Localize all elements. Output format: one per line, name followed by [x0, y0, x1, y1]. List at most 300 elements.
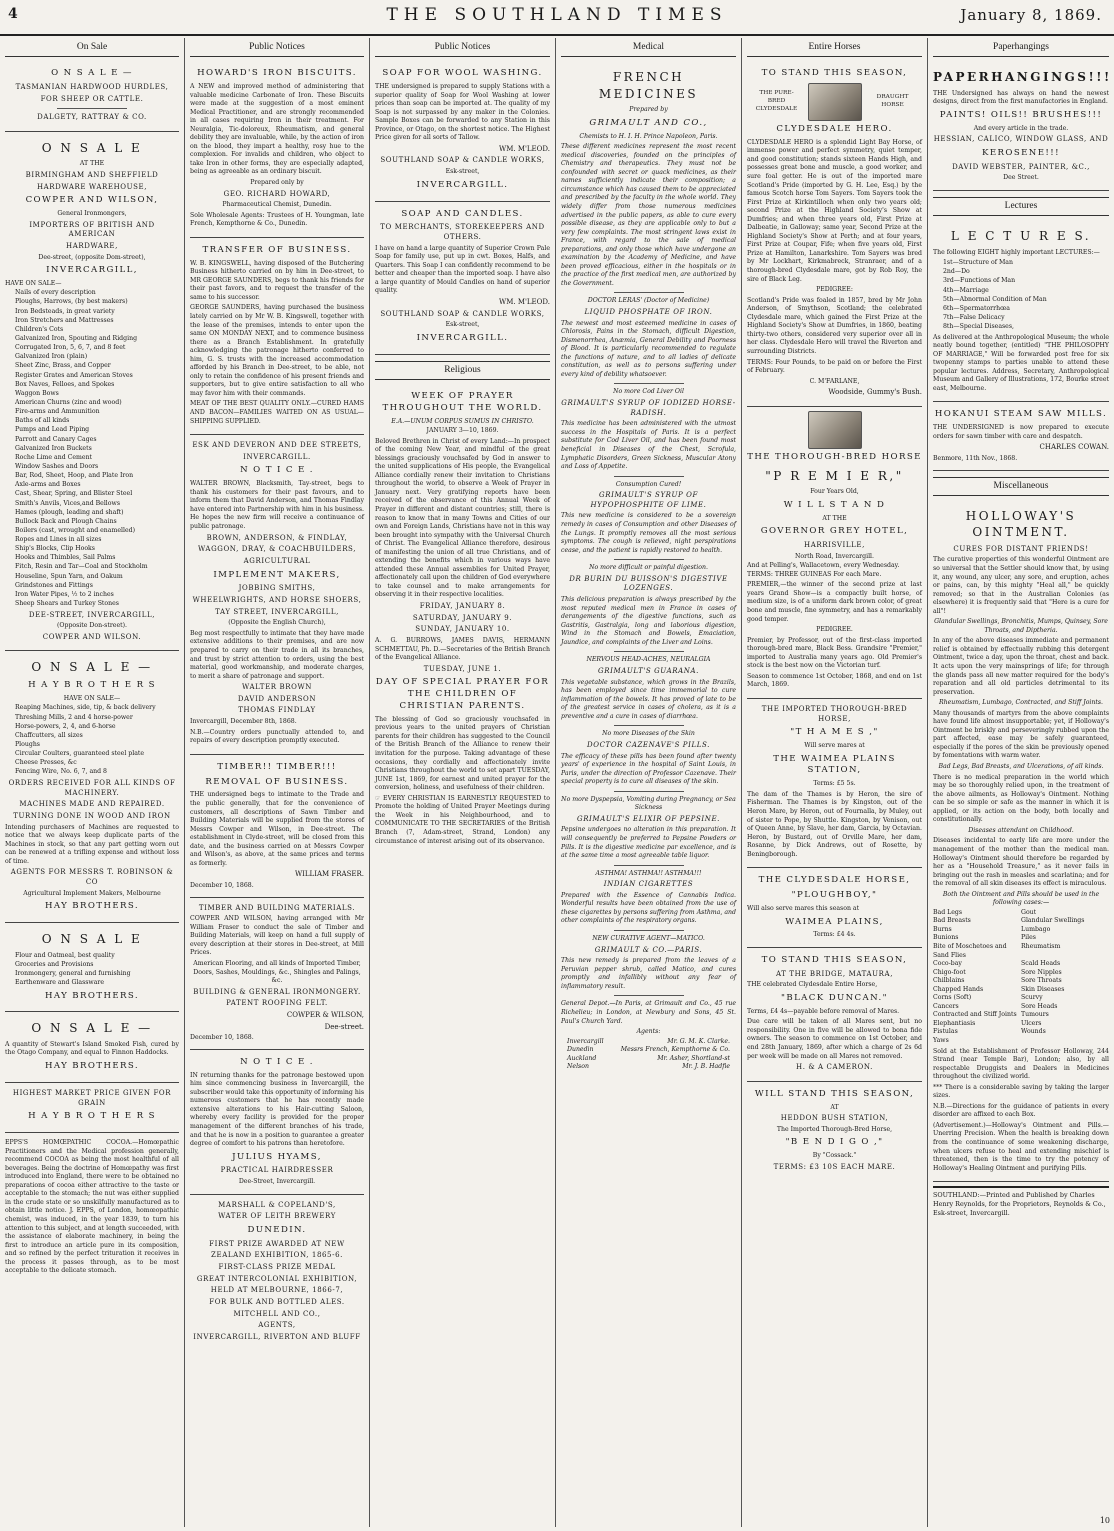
ad-line: KEROSENE!!!: [982, 147, 1060, 158]
horse-banner: [747, 83, 922, 121]
ad-line: FOR BULK AND BOTTLED ALES.: [209, 1298, 345, 1307]
list-item: Parrott and Canary Cages: [15, 435, 97, 443]
medicine-title: Consumption Cured!: [615, 480, 682, 488]
ad-body: The blessing of God so graciously vouchsafed in previous years to the united prayers of Christian parents for their children has suggested to the Council of the British Branch of the Alliance to renew their invitation for the purpose. Taking advantage of these occasions, they cordially and affectionately invite Christians throughout the world to set apart TUESDAY, JUNE 1st, 1869, for earnest and united prayer for the conversion, holiness, and usefulness of their children.: [375, 715, 550, 792]
ad-line: TURNING DONE IN WOOD AND IRON: [13, 811, 171, 820]
masthead: [0, 0, 1114, 36]
ad-line: Prepared by: [629, 106, 668, 114]
list-item: Waggon Bows: [15, 389, 59, 397]
ad-body: WALTER BROWN, Blacksmith, Tay-street, begs to thank his customers for their past favours, and to inform them that David Anderson, and Thomas Findlay have entered into Partnership with him in his business. He hopes the new firm will receive a continuance of public patronage.: [190, 480, 364, 530]
list-item: Ulcers: [1021, 1019, 1042, 1027]
ad-signature: JULIUS HYAMS,: [232, 1151, 322, 1162]
ad-body: The curative properties of this wonderful Ointment are so universal that the Settler should know that, by using it, any wound, any ulcer, any sore, and eruption, aches or pains, can, by this mighty "Heal all," be quickly removed; so that in the Australian Colonies (as elsewhere) it is frequently said that "Here is a cure for all"!: [933, 556, 1109, 615]
list-item: Fencing Wire, No. 6, 7, and 8: [15, 768, 107, 776]
medicine-body: Pepsine undergoes no alteration in this preparation. It will consequently be preferred to Pepsine Powders or Pills. It is the digestive medicine par excellence, and is at the same time a most agreeable table liquor.: [561, 826, 736, 860]
ad-body: THE UNDERSIGNED is now prepared to execute orders for sawn timber with care and despatch.: [933, 424, 1109, 440]
ailment-list: [933, 909, 1109, 1046]
ad-body: A. G. BURROWS, JAMES DAVIS, HERMANN SCHMETTAU, Ph. D.—Secretaries of the British Branch of the Evangelical Alliance.: [375, 636, 550, 662]
ad-line: Pharmaceutical Chemist, Dunedin.: [222, 201, 332, 209]
ad-line: DUNEDIN.: [247, 1224, 307, 1235]
ad-clydesdale-hero: [747, 61, 922, 407]
ad-line: And every article in the trade.: [973, 124, 1069, 132]
ad-lectures: [933, 220, 1109, 402]
ad-line: ZEALAND EXHIBITION, 1865-6.: [211, 1251, 343, 1260]
medicine-title: No more Diseases of the Skin: [602, 730, 695, 738]
ad-day: FRIDAY, JANUARY 8.: [419, 602, 506, 610]
ad-body: GEORGE SAUNDERS, having purchased the business lately carried on by Mr W. B. Kingswell, together with the lease of the premises, intends to enter upon the same ON MONDAY NEXT, and to commence business there as a Branch Establishment. In gratefully acknowledging the patronage hitherto conferred to him, G. S. trusts with the increased accommodation afforded by his Branch in Dee-street, to be able, not only to retain the confidence of his present friends and supporters, but to give entire satisfaction to all who may favor him with their commands.: [190, 304, 364, 397]
ad-body: CLYDESDALE HERO is a splendid Light Bay Horse, of immense power and perfect symmetry, quiet temper, and good constitution; stands sixteen Hands High, and possesses great bone and muscle, a good worker, and sure foal getter. He is out of the imported mare Scotland's Pride (imported by G. H. Lee, Esq.) by the famous Scotch horse Tom Sayers. Tom Sayers took the First Prize at Kirkintilloch when only two years old; second Prize at the Highland Society's Show at Dumfries; and when three years old, First Prize at Dalbeatie, in Galloway; same year, Second Prize at the Highland Society's Show at Perth; and at four years, First Prize at Coupar, Fife; when five years old, First Prize at Hamilton, Lanarkshire. Tom Sayers was bred by Mr Lockhart, Kirkmabreck, Stranraer, and of a thorough-bred Clydesdale mare, got by Rob Roy, the sire of Black Leg.: [747, 138, 922, 283]
ad-line: MITCHELL AND CO.,: [233, 1309, 321, 1318]
horse-name: "PLOUGHBOY,": [791, 890, 878, 901]
ad-signature: COWPER & WILSON,: [286, 1010, 364, 1019]
ad-signature: H. & A CAMERON.: [796, 1063, 873, 1072]
ad-line: Prepared only by: [250, 178, 304, 186]
ad-line: INVERCARGILL.: [243, 452, 311, 461]
ad-line: Will serve mares at: [804, 742, 865, 750]
ad-line: HARDWARE WAREHOUSE,: [36, 182, 148, 191]
horse-banner: [747, 411, 922, 449]
medicine-title: NEW CURATIVE AGENT—MATICO.: [592, 935, 705, 943]
list-item: Skin Diseases: [1021, 985, 1065, 993]
list-item: Gout: [1021, 908, 1037, 916]
ad-paperhangings: [933, 61, 1112, 191]
list-item: Ship's Blocks, Clip Hooks: [15, 545, 95, 553]
section-header-religious: Religious: [375, 361, 550, 380]
ad-heading: N O T I C E .: [240, 1056, 314, 1067]
ad-line: BUILDING & GENERAL IRONMONGERY.: [193, 987, 361, 996]
list-item: Chigo-foot: [933, 968, 966, 976]
column-public-notices-2: [370, 38, 556, 1527]
list-item: Threshing Mills, 2 and 4 horse-power: [15, 713, 133, 721]
list-item: Nails of every description: [15, 289, 96, 297]
list-item: Circular Coulters, guaranteed steel plate: [15, 750, 145, 758]
ad-body: W. B. KINGSWELL, having disposed of the Butchering Business hitherto carried on by him in Dee-street, to MR GEORGE SAUNDERS, begs to thank his friends for their past favors, and to request the transfer of the same to his successor.: [190, 259, 364, 301]
list-item: Register Grates and American Stoves: [15, 371, 133, 379]
ad-body: THE Undersigned has always on hand the newest designs, direct from the first manufactories in England.: [933, 89, 1109, 106]
ad-line: HARDWARE,: [66, 242, 118, 251]
ad-body: There is no medical preparation in the world which may be so thoroughly relied upon, in the treatment of the above ailments, as Holloway's Ointment. Nothing can be so simple or safe as the manner in which it is applied, or its action on the body, both locally and constitutionally.: [933, 773, 1109, 824]
list-item: Houseline, Spun Yarn, and Oakum: [15, 572, 123, 580]
ad-body: These different medicines represent the most recent medical discoveries, founded on the principles of Chemistry and therapeutics. They must not be confounded with secret or quack medicines, as their names sufficiently indicate their composition; a circumstance which has caused them to be appreciated and prescribed by the faculty in the whole world. They widely differ from those numerous medicines advertised in the public papers, as able to cure every possible disease, as they are applicable only to but a very few complaints. The most stringent laws exist in France, with regard to the sale of medical preparations, and only those which have undergone an examination by the Academy of Medicine, and have been proved efficacious, either in the hospitals or in the practice of the first medical men, are authorized by the Government.: [561, 143, 736, 287]
ad-heading: TIMBER!! TIMBER!!!: [217, 761, 337, 772]
ad-date: December 10, 1868.: [190, 1034, 254, 1042]
ad-footer: (Opposite Don-street).: [57, 622, 127, 630]
medicine-body: This new remedy is prepared from the leaves of a Peruvian pepper shrub, called Matico, and cures promptly and infallibly without any fear of inflammatory result.: [561, 957, 736, 990]
pedigree-heading: PEDIGREE.: [816, 626, 853, 634]
ad-epps-cocoa: [5, 1133, 179, 1284]
ad-terms: TERMS: THREE GUINEAS For each Mare.: [747, 570, 882, 578]
ad-signature: C. M'FARLANE,: [809, 377, 860, 385]
ad-line: General Ironmongers,: [57, 210, 127, 218]
list-item: Baths of all kinds: [15, 417, 70, 425]
list-item: Children's Cots: [15, 325, 64, 333]
ad-address: Dee-street, (opposite Dom-street),: [38, 253, 146, 261]
medicine-title: No more Dyspepsia, Vomiting during Pregnancy, or Sea Sickness: [561, 795, 736, 812]
list-item: Ropes and Lines in all sizes: [15, 536, 102, 544]
ad-body: I have on hand a large quantity of Superior Crown Pale Soap for family use, put up in cwt. Boxes, Halfs, and Quarters. This Soap I can confidently recommend to be better and cheaper than the imported soap. I have also a large quantity of Mould Candles on hand of superior quality.: [375, 244, 550, 295]
column-header: Public Notices: [375, 38, 550, 57]
ad-hay-groceries: [5, 923, 179, 1012]
list-item: Bunions: [933, 934, 959, 942]
ad-timber-building: [190, 898, 364, 1050]
ad-line: HAVE ON SALE—: [5, 280, 62, 288]
ad-firm: H A Y B R O T H E R S: [28, 680, 156, 690]
ad-line: WATER OF LEITH BREWERY: [218, 1212, 336, 1221]
ad-premier: [747, 407, 922, 699]
list-item: Glandular Swellings: [1021, 917, 1085, 925]
ad-hurdles: [5, 61, 179, 132]
ad-date: Invercargill, December 8th, 1868.: [190, 718, 297, 726]
ad-line: Esk-street,: [445, 321, 480, 329]
list-item: Bad Legs: [933, 908, 963, 916]
ad-line: INVERCARGILL.: [416, 179, 509, 190]
list-item: Cheese Presses, &c: [15, 759, 77, 767]
item-list: [5, 952, 179, 988]
ad-line: BIRMINGHAM AND SHEFFIELD: [25, 171, 159, 180]
column-header: Public Notices: [190, 38, 364, 57]
ad-date: Benmore, 11th Nov., 1868.: [933, 455, 1018, 463]
ad-line: DRAUGHT HORSE: [876, 93, 909, 108]
ad-black-duncan: [747, 948, 922, 1082]
ad-line: AT THE: [822, 514, 847, 522]
agent-row: Dunedin Messrs French, Kempthorne & Co.: [567, 1046, 730, 1054]
ad-line: FIRST PRIZE AWARDED AT NEW: [209, 1239, 345, 1248]
agent-row: Invercargill Mr. G. M. K. Clarke.: [567, 1037, 730, 1045]
medicine-body: This delicious preparation is always prescribed by the most reputed medical men in France in cases of derangements of the digestive functions, such as Gastritis, Gastralgia, long and laborious digestion, Wind in the Stomach and Bowels, Emaciation, Jaundice, and complaints of the Liver and Loins.: [561, 596, 736, 646]
item-list: [5, 289, 179, 608]
ad-body: PREMIER,—the winner of the second prize at last years Grand Show—is a compactly built horse, of medium size, is of a uniform dark brown color, of great bone and muscle, fine symmetry, and has a remarkably good temper.: [747, 581, 922, 623]
medicine-name: GRIMAULT'S SYRUP OF IODIZED HORSE-RADISH.: [561, 399, 736, 417]
ad-body: (Advertisement.)—Holloway's Ointment and Pills.—Unerring Precision. When the health is breaking down from the continuance of some weakening discharge, when ulcers refuse to heal and extending mischief is threatened, then is the time to try the potency of Holloway's Healing Ointment and purifying Pills.: [933, 1121, 1109, 1172]
ad-heading: TIMBER AND BUILDING MATERIALS.: [198, 903, 356, 912]
ad-line: North Road, Invercargill.: [794, 552, 875, 560]
medicine-title: ASTHMA! ASTHMA!! ASTHMA!!!: [595, 869, 702, 877]
ad-body: EPPS'S HOMŒPATHIC COCOA.—Homœpathic Practitioners and the Medical profession generally, recommend COCOA as being the most healthful of all beverages. Being the doctrine of Homœpathy was first introduced into England, there were to be obtained no preparations of cocoa either attractive to the taste or acceptable to the stomach; the nut was either supplied in the crude state or so unskilfully manufactured as to obtain little notice. J. EPPS, of London, homœopathic chemist, was induced, in the year 1839, to turn his attention to this subject, and at length succeeded, with the assistance of elaborate machinery, in being the first to introduce an article pure in its composition, and so refined by the perfect trituration it receives in the process it passes through, as to be most acceptable to the delicate stomach.: [5, 1139, 179, 1275]
column-entire-horses: [742, 38, 928, 1527]
lecture-list: [933, 259, 1109, 332]
column-paperhangings: [928, 38, 1114, 1527]
medicine-title: No more Cod Liver Oil: [613, 388, 684, 396]
list-item: Cast, Shear, Spring, and Blister Steel: [15, 490, 133, 498]
ad-line: AGENTS FOR MESSRS T. ROBINSON & CO: [10, 868, 174, 886]
medicine-title: NERVOUS HEAD-ACHES, NEURALGIA: [586, 656, 711, 664]
ad-place: THE WAIMEA PLAINS STATION,: [773, 753, 896, 776]
ad-soap-candles: [375, 202, 550, 355]
ad-line: HESSIAN, CALICO, WINDOW GLASS, AND: [933, 135, 1109, 144]
list-item: Reaping Machines, side, tip, & back delivery: [15, 704, 156, 712]
list-item: 5th—Abnormal Condition of Man: [943, 295, 1047, 303]
ad-line: HELD AT MELBOURNE, 1866-7,: [210, 1286, 344, 1295]
ad-signature: DALGETY, RATTRAY & CO.: [37, 113, 147, 122]
ad-hay-fish: [5, 1012, 179, 1083]
column-header: Entire Horses: [747, 38, 922, 57]
ad-body: In any of the above diseases immediate and permanent relief is obtained by effectually rubbing this detergent Ointment, twice a day, upon the throat, chest and back. It acts upon the very mainsprings of life; for through the glands pass all new matter required for the body's reparation and all old particles detrimental to its preservation.: [933, 637, 1109, 696]
ad-line: TAY STREET, INVERCARGILL,: [215, 607, 339, 616]
ad-week-of-prayer: [375, 384, 550, 854]
ad-subheading: Rheumatism, Lumbago, Contracted, and Stiff Joints.: [938, 699, 1104, 707]
list-item: Groceries and Provisions: [15, 960, 94, 968]
ad-signature: HAY BROTHERS.: [44, 901, 140, 912]
list-item: Bar, Rod, Sheet, Hoop, and Plate Iron: [15, 472, 134, 480]
ad-iron-biscuits: [190, 61, 364, 238]
ad-terms: Terms, £4 4s—payable before removal of Mares.: [747, 1007, 900, 1015]
issue-date: January 8, 1869.: [960, 6, 1102, 24]
ad-line: W I L L S T A N D: [783, 499, 886, 510]
list-item: 8th—Special Diseases,: [943, 323, 1014, 331]
ad-heading: TO STAND THIS SEASON,: [761, 954, 908, 965]
column-header: On Sale: [5, 38, 179, 57]
ad-line: AT THE: [79, 160, 105, 168]
ad-footer: DEE-STREET, INVERCARGILL,: [28, 610, 156, 619]
ad-line: Dee Street.: [1003, 174, 1039, 182]
list-item: Sheep Shears and Turkey Stones: [15, 600, 119, 608]
list-item: 1st—Structure of Man: [943, 259, 1013, 267]
ad-line: AGRICULTURAL: [243, 556, 311, 565]
ad-signature: DAVID ANDERSON: [237, 694, 317, 703]
ad-heading: DAY OF SPECIAL PRAYER FOR THE CHILDREN OF CHRISTIAN PARENTS.: [375, 677, 550, 711]
ad-line: SOUTHLAND SOAP & CANDLE WORKS,: [380, 309, 545, 318]
ad-line: TASMANIAN HARDWOOD HURDLES,: [15, 82, 169, 91]
ad-heading: THE THOROUGH-BRED HORSE: [747, 451, 922, 462]
ad-line: TO MERCHANTS, STOREKEEPERS AND OTHERS.: [380, 223, 545, 242]
ad-hairdresser-notice: [190, 1050, 364, 1195]
ad-line: HAVE ON SALE—: [63, 694, 121, 702]
list-item: Iron Stretchers and Mattresses: [15, 316, 114, 324]
list-item: Ploughs: [15, 740, 40, 748]
list-item: Corrugated Iron, 5, 6, 7, and 8 feet: [15, 344, 126, 352]
section-header-miscellaneous: Miscellaneous: [933, 477, 1109, 496]
ad-body: Sole Wholesale Agents: Trustees of H. Youngman, late French, Kempthorne & Co., Dunedin.: [190, 211, 364, 228]
agent-row: Auckland Mr. Asher, Shortland-st: [567, 1054, 730, 1062]
list-item: Cancers: [933, 1002, 959, 1010]
medicine-name: DR BURIN DU BUISSON'S DIGESTIVE LOZENGES.: [569, 574, 728, 593]
ad-line: Four Years Old,: [810, 488, 859, 496]
horse-name: "B E N D I G O ,": [785, 1137, 884, 1148]
ad-body: Scotland's Pride was foaled in 1857, bred by Mr John Anderson, of Smythson, Scotland; the celebrated Clydesdale mare, which gained the First Prize at the Highland Society's Show at Dumfries, in 1860, beating thirty-two others, considered very superior over all in her class. Clydesdale Hero will travel the Riverton and surrounding Districts.: [747, 296, 922, 355]
list-item: Wounds: [1021, 1028, 1046, 1036]
medicine-name: INDIAN CIGARETTES: [603, 880, 694, 889]
list-item: Iron Bedsteads, in great variety: [15, 307, 115, 315]
ad-line: WAGGON, DRAY, & COACHBUILDERS,: [197, 545, 357, 554]
medicine-body: This vegetable substance, which grows in the Brazils, has been employed since time immemorial to cure inflammation of the bowels. It has proved of late to be of the greatest service in cases of cholera, as it is a preventive and a cure in cases of diarrhœa.: [561, 678, 736, 720]
ad-heading: O N S A L E: [41, 140, 143, 155]
ad-body: *** There is a considerable saving by taking the larger sizes.: [933, 1083, 1109, 1100]
ad-line: Dee-Street, Invercargill.: [238, 1178, 316, 1186]
horse-name: "T H A M E S ,": [790, 727, 879, 738]
ad-line: IMPORTERS OF BRITISH AND AMERICAN: [29, 220, 155, 239]
ad-firm: COWPER AND WILSON,: [25, 195, 159, 206]
list-item: Scald Heads: [1021, 960, 1061, 968]
ad-line: PAINTS! OILS!! BRUSHES!!!: [939, 109, 1103, 120]
list-item: Window Sashes and Doors: [15, 462, 99, 470]
ad-firm: GRIMAULT AND CO.,: [589, 117, 708, 128]
list-item: Grindstones and Fittings: [15, 581, 93, 589]
ad-heading: TO STAND THIS SEASON,: [761, 68, 908, 79]
newspaper-title: THE SOUTHLAND TIMES: [386, 5, 728, 25]
list-item: Earthenware and Glassware: [15, 978, 105, 986]
list-item: Chaffcutters, all sizes: [15, 731, 83, 739]
list-item: 4th—Marriage: [943, 286, 989, 294]
horse-illustration: [808, 411, 862, 449]
list-item: Box Naves, Felloes, and Spokes: [15, 380, 115, 388]
ad-heading: O N S A L E —: [31, 1021, 153, 1036]
ad-body: COWPER AND WILSON, having arranged with Mr William Fraser to conduct the sale of Timber and Building Materials, will keep on hand a full supply of every description at their stores in Dee-street, at Mill Prices.: [190, 915, 364, 957]
ad-body: Beloved Brethren in Christ of every Land:—In prospect of the coming New Year, and mindful of the great blessings graciously vouchsafed by God in answer to the united supplications of His people, the Evangelical Alliance cordially renew their invitation to Christians throughout the world, to observe a Week of Prayer in January next. Very gratifying reports have been received of the observance of this Annual Week of Prayer in different and distant countries; still, there is reason to know that in many Towns and Cities of our own and Foreign Lands, Christians have not in this way been brought into sympathy with the Universal Church of Christ. The Evangelical Alliance therefore, desirous of manifesting the union of all true Christians, and of extending the benefits which in various ways have attended these Annual assemblies for United Prayer, affectionately call upon the children of God everywhere to take counsel and to make arrangements for observing it in their respective localities.: [375, 437, 550, 599]
ad-heading: SOAP AND CANDLES.: [401, 208, 524, 219]
ad-line: PATENT ROOFING FELT.: [226, 999, 328, 1008]
ad-timber-removal: [190, 755, 364, 898]
ad-line: WHEELWRIGHTS, AND HORSE SHOERS,: [192, 596, 362, 605]
ad-heading: THE IMPORTED THOROUGH-BRED HORSE,: [761, 704, 908, 723]
ad-heading: L E C T U R E S.: [950, 228, 1092, 243]
ad-brewery: [190, 1195, 364, 1351]
list-item: Yaws: [933, 1036, 949, 1044]
list-item: Axle-arms and Boxes: [15, 481, 81, 489]
ad-body: Will also serve mares this season at: [747, 904, 860, 912]
item-list: [5, 704, 179, 777]
ad-signature: WM. M'LEOD.: [499, 297, 550, 306]
imprint: SOUTHLAND:—Printed and Published by Charles Henry Reynolds, for the Proprietors, Reynolds & Co., Esk-street, Invercargill.: [933, 1186, 1109, 1217]
ad-heading: N O T I C E .: [240, 465, 314, 476]
ad-town: INVERCARGILL,: [46, 265, 138, 276]
ad-body: N.B.—Directions for the guidance of patients in every disorder are affixed to each Box.: [933, 1102, 1109, 1119]
ad-body: Due care will be taken of all Mares sent, but no responsibility. One in five will be allowed to bona fide owners. The season to commence on 1st October, and end 28th January, 1869, after which a charge of 2s 6d per week will be made on all Mares not removed.: [747, 1018, 922, 1060]
ad-heading: O N S A L E —: [31, 660, 153, 675]
ad-terms: TERMS: £3 10S EACH MARE.: [773, 1162, 896, 1171]
ad-wool-soap: [375, 61, 550, 201]
list-item: Burns: [933, 925, 952, 933]
ad-line: JOBBING SMITHS,: [238, 584, 316, 593]
ad-heading: O N S A L E: [41, 932, 143, 947]
ad-line: ESK AND DEVERON AND DEE STREETS,: [192, 441, 362, 450]
list-item: Ironmongery, general and furnishing: [15, 969, 131, 977]
ad-line: MACHINES MADE AND REPAIRED.: [19, 800, 165, 809]
ad-heading: HOKANUI STEAM SAW MILLS.: [934, 409, 1108, 420]
ad-line: FIRST-CLASS PRIZE MEDAL: [218, 1263, 336, 1272]
ad-line: IMPLEMENT MAKERS,: [213, 569, 341, 580]
ad-signature: HAY BROTHERS.: [44, 990, 140, 1001]
list-item: Lumbago: [1021, 925, 1051, 933]
ad-body: The following EIGHT highly important LECTURES:—: [933, 248, 1100, 256]
ad-signature: Woodside, Gummy's Bush.: [828, 388, 922, 397]
medicine-title: DOCTOR LERAS' (Doctor of Medicine): [587, 297, 710, 305]
list-item: Galvanized Iron (plain): [15, 353, 88, 361]
ad-heading: SOAP FOR WOOL WASHING.: [382, 68, 543, 79]
ad-holloways-ointment: [933, 500, 1109, 1182]
ad-subheading: Diseases attendant on Childhood.: [968, 826, 1074, 834]
ad-heading: HOLLOWAY'S OINTMENT.: [965, 508, 1077, 540]
ad-line: HIGHEST MARKET PRICE GIVEN FOR GRAIN: [12, 1088, 172, 1107]
ad-motto: E.A.—UNUM CORPUS SUMUS IN CHRISTO.: [391, 417, 534, 425]
ad-body: Diseases incidental to early life are more under the management of the mother than the medical man. Holloway's Ointment should therefore be regarded by her as a "Household Treasure," as it never fails in bringing out the rash in measles and scarlatina; and for the removal of all skin diseases its effect is miraculous.: [933, 837, 1109, 888]
list-item: Fire-arms and Ammunition: [15, 408, 100, 416]
list-item: Horse-powers, 2, 4, and 6-horse: [15, 722, 116, 730]
ad-ploughboy: [747, 868, 922, 948]
medicine-body: This medicine has been administered with the utmost success in the Hospitals of Paris. It is a perfect substitute for Cod Liver Oil, and has been found most beneficial in Diseases of the Chest, Scrofula, Lymphatic Disorders, Green Sickness, Muscular Atony and Loss of Appetite.: [561, 420, 736, 471]
list-item: Elephantiasis: [933, 1019, 976, 1027]
ad-subheading: Bad Legs, Bad Breasts, and Ulcerations, of all kinds.: [938, 763, 1104, 771]
ad-signature: THOMAS FINDLAY: [238, 706, 316, 715]
ad-body: Season to commence 1st October, 1868, and end on 1st March, 1869.: [747, 672, 922, 689]
ad-body: A quantity of Stewart's Island Smoked Fish, cured by the Otago Company, and equal to Finnon Haddocks.: [5, 1040, 179, 1057]
ad-signature: WALTER BROWN: [242, 683, 312, 692]
ad-body: MEAT OF THE BEST QUALITY ONLY.—CURED HAMS AND BACON—FAMILIES WAITED ON AS USUAL—SHIPPING SUPPLIED.: [190, 400, 364, 425]
ad-heading: O N S A L E —: [51, 68, 133, 79]
ad-body: American Flooring, and all kinds of Imported Timber, Doors, Sashes, Mouldings, &c., Shingles and Palings, &c.: [193, 960, 361, 985]
ad-place: WAIMEA PLAINS,: [785, 916, 884, 927]
ad-dates: JANUARY 3—10, 1869.: [426, 427, 499, 435]
ad-line: Agricultural Implement Makers, Melbourne: [23, 889, 161, 897]
ad-body: ☞ EVERY CHRISTIAN IS EARNESTLY REQUESTED to Promote the holding of United Prayer Meetings during the Week in his Neighbourhood, and to COMMUNICATE TO THE SECRETARIES of the British Branch (7, Adam-street, Strand, London) any circumstance of interest arising out of its observance.: [375, 794, 550, 845]
ad-line: AT: [830, 1103, 839, 1111]
ad-subheading: Glandular Swellings, Bronchitis, Mumps, Quinsey, Sore Throats, and Diptheria.: [934, 618, 1108, 634]
ad-transfer-business: [190, 238, 364, 435]
list-item: Coco-bay: [933, 960, 962, 968]
list-item: 7th—False Delicacy: [943, 313, 1005, 321]
ad-heading: WEEK OF PRAYER THROUGHOUT THE WORLD.: [382, 390, 543, 413]
ad-footer: COWPER AND WILSON.: [42, 632, 142, 641]
ad-body: Intending purchasers of Machines are requested to notice that we always keep duplicate parts of the Machines in stock, so that any part getting worn out can be renewed at a trifling expense and without loss of time.: [5, 823, 179, 865]
ad-heading: TRANSFER OF BUSINESS.: [202, 244, 352, 255]
agents-list: [561, 1038, 736, 1072]
ad-body: A NEW and improved method of administering that valuable medicine Carbonate of Iron. These Biscuits were made at the suggestion of a most eminent Medical Practitioner, and are strongly recommended in all cases requiring Iron in their treatment. For Neuralgia, Tic-doloreux, Rheumatism, and general debility they are invaluable, while, by the action of iron on the blood, they impart a healthy, rosy hue to the complexion. For invalids and children, who object to take Iron in other forms, they are especially adapted, being as agreeable as an ordinary biscuit.: [190, 82, 364, 176]
medicine-body: This new medicine is considered to be a sovereign remedy in cases of Consumption and other Diseases of the Lungs. It promptly removes all the most serious symptoms. The cough is relieved, night perspirations cease, and the patient is rapidly restored to health.: [561, 512, 736, 554]
agent-row: Nelson Mr. J. B. Hadfie: [567, 1063, 730, 1071]
ad-subheading: Both the Ointment and Pills should be used in the following cases:—: [942, 890, 1100, 907]
ad-line: FOR SHEEP OR CATTLE.: [40, 94, 144, 103]
list-item: Roche Lime and Cement: [15, 453, 93, 461]
list-item: Smith's Anvils, Vices,and Bellows: [15, 499, 120, 507]
page-footer-number: 10: [1099, 1516, 1110, 1525]
ad-line: Esk-street,: [445, 168, 480, 176]
ad-heading: THE CLYDESDALE HORSE,: [758, 875, 911, 886]
column-on-sale: [0, 38, 185, 1527]
ad-line: AT THE BRIDGE, MATAURA,: [775, 969, 894, 978]
list-item: Piles: [1021, 934, 1036, 942]
ad-day: TUESDAY, JUNE 1.: [423, 664, 502, 673]
list-item: Galvanized Iron Buckets: [15, 444, 92, 452]
list-item: Galvanized Iron, Spouting and Ridging: [15, 334, 138, 342]
ad-body: THE celebrated Clydesdale Entire Horse,: [747, 981, 878, 989]
ad-body: IN returning thanks for the patronage bestowed upon him since commencing business in Invercargill, the subscriber would take this opportunity of informing his numerous customers that he has recently made extensive alterations to his Hair-cutting Saloon, whereby every facility is provided for the proper management of the different branches of his trade, and that he is now in a position to guarantee a greater degree of comfort to his patrons than heretofore.: [190, 1071, 364, 1148]
horse-name: "P R E M I E R,": [765, 468, 904, 483]
ad-line: ORDERS RECEIVED FOR ALL KINDS OF MACHINERY.: [8, 778, 176, 797]
ad-body: THE undersigned is prepared to supply Stations with a superior quality of Soap for Wool Washing at lower prices than soap can be imported at. The quality of my Soap is not surpassed by any maker in the Colonies. Sample Boxes can be forwarded to any Station in this Province, or Otago, on the shortest notice. The Highest Price given for all sorts of Tallow.: [375, 82, 550, 142]
ad-signature: WILLIAM FRASER.: [294, 870, 364, 879]
ad-heading: PAPERHANGINGS!!!: [933, 70, 1112, 85]
ad-body: N.B.—Country orders punctually attended to, and repairs of every description promptly executed.: [190, 728, 364, 745]
ad-blacksmith-notice: [190, 435, 364, 755]
medicine-body: Prepared with the Essence of Cannabis Indica. Wonderful results have been obtained from the use of these cigarettes by persons suffering from Asthma, and other complaints of the respiratory organs.: [561, 891, 736, 925]
list-item: Sore Heads: [1021, 1002, 1058, 1010]
list-item: Bad Breasts: [933, 917, 971, 925]
ad-heading: HOWARD'S IRON BISCUITS.: [197, 68, 357, 79]
list-item: Sore Nipples: [1021, 968, 1062, 976]
ad-line: And at Pelling's, Wallacetown, every Wednesday.: [747, 562, 900, 570]
page-columns: [0, 38, 1114, 1527]
medicine-name: GRIMAULT & CO.—PARIS.: [594, 945, 703, 954]
list-item: Hooks and Thimbles, Sail Palms: [15, 554, 116, 562]
ad-place: GOVERNOR GREY HOTEL,: [760, 526, 909, 537]
list-item: 2nd—Do: [943, 268, 970, 276]
ad-line: AGENTS,: [258, 1321, 296, 1330]
ad-body: Many thousands of martyrs from the above complaints have found life almost insupportable; yet, if Holloway's Ointment be briskly and perseveringly rubbed upon the part affected, ease may be safely guaranteed, especially if the pores of the skin be previously opened by fomentations with warm water.: [933, 709, 1109, 760]
list-item: Sheet Zinc, Brass, and Copper: [15, 362, 111, 370]
ad-body: The Imported Thorough-Bred Horse,: [776, 1125, 893, 1133]
ad-line: THE PURE-BRED CLYDESDALE: [755, 89, 798, 112]
list-item: Contracted and Stiff Joints: [933, 1011, 1017, 1019]
ad-line: INVERCARGILL, RIVERTON AND BLUFF: [193, 1333, 361, 1342]
